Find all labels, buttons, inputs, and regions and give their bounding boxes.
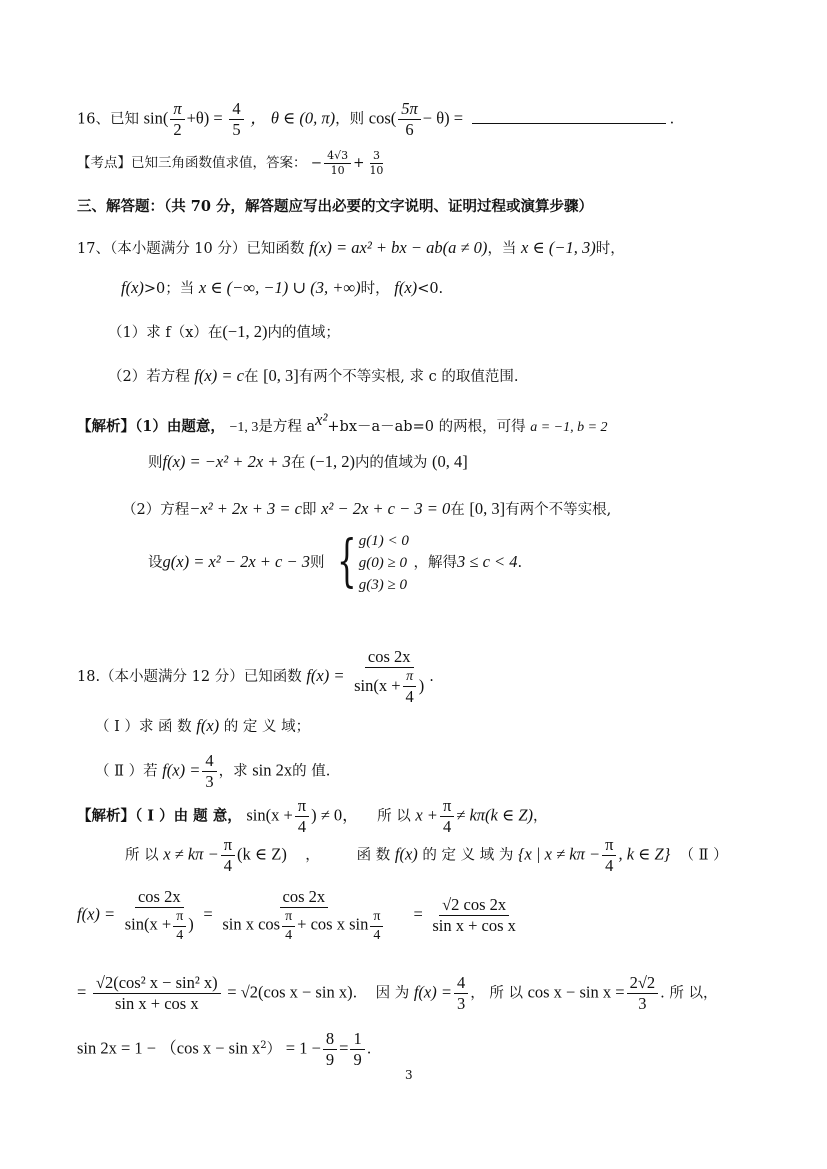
q17-part1: （1）求 f（x）在(−1, 2)内的值域；	[108, 322, 340, 341]
q16-point: 【考点】已知三角函数值求值，答案： − $\frac{4√3}{10}$ + $\frac{3}{10}$	[77, 149, 384, 178]
inequality-system: { g(1) < 0 g(0) ≥ 0 g(3) ≥ 0	[337, 529, 409, 594]
q18-part2: （ Ⅱ ）若 f(x) = $\frac{4}{3}$ ，求 sin 2x的 值.	[95, 751, 331, 792]
q17-part2: （2）若方程 f(x) = c在 [0, 3]有两个不等实根, 求 c 的取值范围.	[108, 366, 519, 385]
q17-line2: f(x)>0；当 x ∈ (−∞, −1) ∪ (3, +∞)时， f(x)<0.	[121, 278, 444, 297]
q18-solution-line4: = $\frac{\text{√2(cos² x − sin² x)}}{\text{sin x + cos x}}$ = √2(cos x − sin x). 因 为 f(x) = $\frac{4}{3}$ ， 所 以 cos x − sin x = $\frac{2√2}{3}$ . 所 以，	[77, 973, 718, 1014]
q17-solution-line2: 则f(x) = −x² + 2x + 3在 (−1, 2)内的值域为 (0, 4]	[148, 452, 468, 471]
q18-solution-line1: 【解析】（ Ⅰ ）由 题 意， sin(x + $\frac{\pi}{4}$ ) ≠ 0， 所 以 x + $\frac{\pi}{4}$ ≠ kπ(k ∈ Z)，	[77, 796, 548, 837]
q18-solution-line3: f(x) = cos 2x sin(x + $\frac{\pi}{4}$ ) = cos 2x sin x cos $\frac{\pi}{4}$ + cos x sin $\frac{\pi}{4}$ = $\frac{√2 \cos 2x}{\text{sin x + cos x}}$	[77, 887, 516, 943]
q18-line1: 18.（本小题满分 12 分）已知函数 f(x) = cos 2x sin(x + $\frac{\pi}{4}$ ) .	[77, 647, 434, 706]
section-three-heading: 三、解答题：（共 70 分，解答题应写出必要的文字说明、证明过程或演算步骤）	[77, 198, 594, 215]
page-number: 3	[405, 1068, 413, 1082]
q17-solution-line3: （2）方程−x² + 2x + 3 = c即 x² − 2x + c − 3 = 0在 [0, 3]有两个不等实根,	[122, 499, 612, 518]
q17-solution-line1: 【解析】（1）由题意， −1, 3是方程 $a^{x^2}+bx-a-ab=0$ 的两根，可得 a = −1, b = 2	[77, 410, 608, 435]
q18-solution-line2: 所 以 x ≠ kπ − $\frac{\pi}{4}$ (k ∈ Z) ， 函 数 f(x) 的 定 义 域 为 {x | x ≠ kπ − $\frac{\pi}{4}$ , k ∈ Z} （ Ⅱ ）	[125, 835, 728, 876]
q17-line1: 17、（本小题满分 10 分）已知函数 f(x) = ax² + bx − ab(a ≠ 0)，当 x ∈ (−1, 3)时，	[77, 238, 625, 257]
q18-solution-line5: sin 2x = 1 − （cos $x - \sin x^2) = 1$ − $\frac{8}{9}$ = $\frac{1}{9}$ .	[77, 1029, 372, 1070]
q18-part1: （ Ⅰ ）求 函 数 f(x) 的 定 义 域；	[95, 716, 311, 735]
answer-blank	[472, 109, 666, 124]
q17-solution-line4: 设g(x) = x² − 2x + c − 3则 { g(1) < 0 g(0) ≥ 0 g(3) ≥ 0 ，解得3 ≤ c < 4.	[148, 529, 523, 594]
q16-line: 16、已知 sin( $\frac{\pi}{2}$ +θ) = $\frac{4}{5}$ ， θ ∈ (0, π)，则 cos( $\frac{5\pi}{6}$ − θ) = .	[77, 99, 675, 140]
